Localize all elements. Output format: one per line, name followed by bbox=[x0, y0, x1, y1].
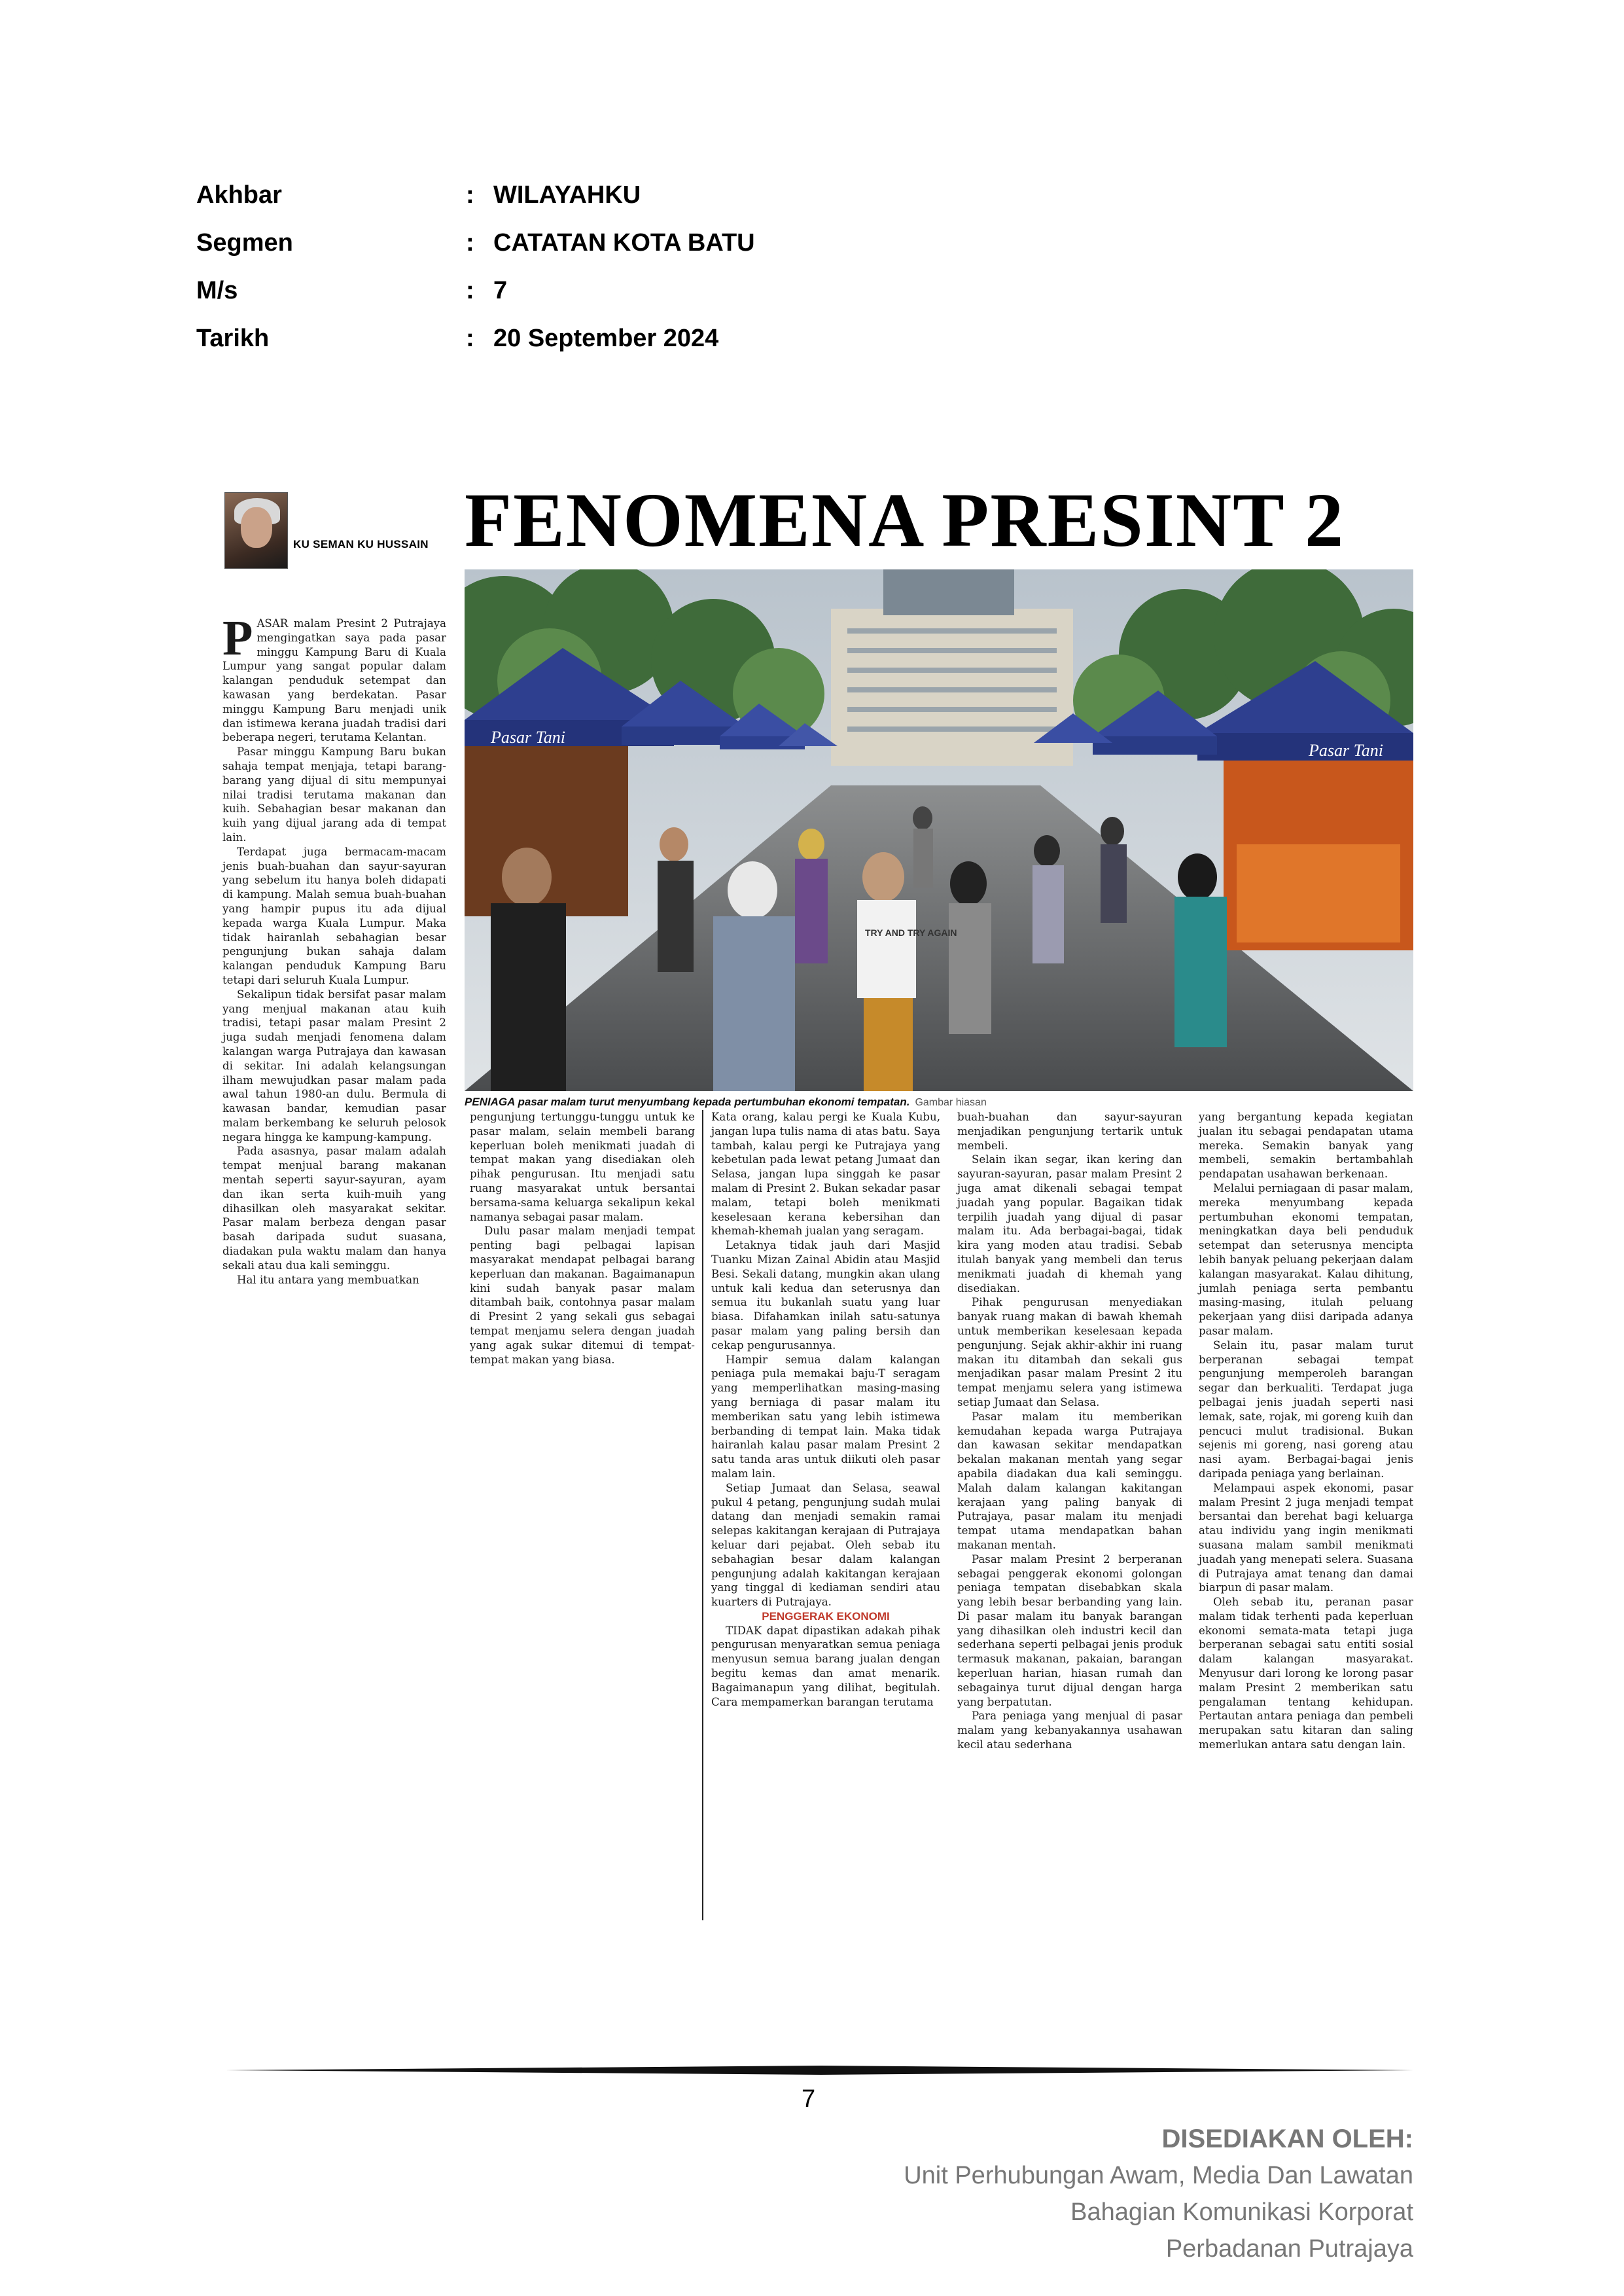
caption-credit: Gambar hiasan bbox=[915, 1097, 987, 1108]
prepared-by-organisation: Perbadanan Putrajaya bbox=[1165, 2235, 1413, 2263]
clipping-metadata bbox=[196, 171, 755, 363]
photo-caption bbox=[465, 1096, 987, 1109]
column-divider bbox=[702, 1110, 703, 1920]
paragraph: Para peniaga yang menjual di pasar malam yang kebanyakannya usahawan kecil atau sederhana bbox=[957, 1710, 1182, 1751]
author-face bbox=[241, 507, 272, 548]
lead-paragraph bbox=[222, 611, 446, 745]
paragraph: Terdapat juga bermacam-macam jenis buah-buahan dan sayur-sayuran yang sebelum itu hanya boleh didapati di kampung. Malah semua buah-buahan yang hampir pupus itu ada dijual kepada warga Kuala Lumpur. Maka tidak hairanlah sebahagian besar pengunjung bukan sahaja dalam kalangan penduduk Kampung Baru tetapi dari seluruh Kuala Lumpur. bbox=[222, 845, 446, 986]
meta-label: Segmen bbox=[196, 229, 293, 257]
paragraph: Hampir semua dalam kalangan peniaga pula memakai baju-T seragam yang memperlihatkan masing-masing yang berniaga di pasar malam itu memberikan satu yang lebih istimewa berbanding di tempat lain. Maka tidak hairanlah kalau pasar malam Presint 2 satu tanda aras untuk diikuti oleh pasar malam lain. bbox=[711, 1353, 940, 1480]
paragraph: Pasar minggu Kampung Baru bukan sahaja tempat menjaja, tetapi barang-barang yang dijual di situ mempunyai nilai tradisi terutama makanan dan kuih. Sebahagian besar makanan dan kuih yang dijual jarang ada di tempat lain. bbox=[222, 745, 446, 844]
meta-label: M/s bbox=[196, 277, 238, 304]
meta-value: CATATAN KOTA BATU bbox=[493, 229, 755, 257]
meta-row-ms bbox=[196, 267, 755, 315]
footer-rule bbox=[226, 2066, 1417, 2075]
paragraph: Selain ikan segar, ikan kering dan sayuran-sayuran, pasar malam Presint 2 juga amat dikenali sebagai tempat juadah yang popular. Bagaikan tidak terpilih juadah yang dijual di pasar malam itu. Ada berbagai-bagai, tidak kira yang moden atau tradisi. Sebab itulah banyak yang membeli dan terus menikmati juadah di khemah yang disediakan. bbox=[957, 1153, 1182, 1295]
meta-value: WILAYAHKU bbox=[493, 181, 641, 209]
prepared-by-division: Bahagian Komunikasi Korporat bbox=[1070, 2198, 1413, 2226]
meta-colon: : bbox=[466, 181, 474, 209]
paragraph: Pasar malam itu memberikan kemudahan kepada warga Putrajaya dan kawasan sekitar mendapatkan bekalan makanan mentah yang segar apabila diadakan dua kali seminggu. Malah dalam kalangan kakitangan kerajaan yang paling banyak di Putrajaya, pasar malam itu menjadi tempat utama mendapatkan bahan makanan mentah. bbox=[957, 1410, 1182, 1551]
paragraph: Oleh sebab itu, peranan pasar malam tidak terhenti pada keperluan ekonomi semata-mata tetapi juga berperanan sebagai satu entiti sosial dalam kalangan masyarakat. Menyusur dari lorong ke lorong pasar malam Presint 2 memberikan satu pengalaman tentang kehidupan. Pertautan antara peniaga dan pembeli merupakan satu kitaran dan saling memerlukan antara satu dengan lain. bbox=[1199, 1596, 1413, 1751]
article-column-5 bbox=[1199, 1110, 1413, 1752]
author-photo bbox=[224, 492, 288, 569]
paragraph: Melalui perniagaan di pasar malam, mereka menyumbang kepada pertumbuhan ekonomi tempatan, meningkatkan daya beli penduduk setempat dan seterusnya mencipta lebih banyak peluang pekerjaan dalam kalangan masyarakat. Kalau dihitung, jumlah peniaga serta pembantu masing-masing, itulah peluang pekerjaan yang diisi daripada adanya pasar malam. bbox=[1199, 1181, 1413, 1337]
paragraph: Selain itu, pasar malam turut berperanan sebagai tempat pengunjung memperoleh barangan segar dan berkualiti. Terdapat juga pelbagai jenis juadah seperti nasi lemak, sate, rojak, mi goreng kuih dan pencuci mulut tradisional. Bukan sejenis mi goreng, nasi goreng atau nasi ayam. Berbagai-bagai jenis daripada peniaga yang berlainan. bbox=[1199, 1338, 1413, 1480]
paragraph: buah-buahan dan sayur-sayuran menjadikan pengunjung tertarik untuk membeli. bbox=[957, 1111, 1182, 1152]
prepared-by bbox=[904, 2121, 1413, 2267]
meta-value: 7 bbox=[493, 277, 508, 304]
page-number: 7 bbox=[802, 2085, 816, 2113]
meta-row-tarikh bbox=[196, 315, 755, 363]
article-column-1 bbox=[222, 611, 446, 1287]
paragraph: Letaknya tidak jauh dari Masjid Tuanku Mizan Zainal Abidin atau Masjid Besi. Sekali datang, mungkin akan ulang untuk kali kedua dan seterusnya dan semua itu bukanlah suatu yang luar biasa. Difahamkan inilah satu-satunya pasar malam yang paling bersih dan cekap pengurusannya. bbox=[711, 1239, 940, 1352]
article-column-4 bbox=[957, 1110, 1182, 1752]
paragraph: Pasar malam Presint 2 berperanan sebagai penggerak ekonomi golongan peniaga tempatan disebabkan skala yang lebih besar berbanding yang lain. Di pasar malam itu banyak barangan yang dihasilkan oleh industri kecil dan sederhana seperti pelbagai jenis produk termasuk makanan, pakaian, barangan keperluan harian, hiasan rumah dan sebagainya turut dijual dengan harga yang berpatutan. bbox=[957, 1552, 1182, 1708]
lead-text: ASAR malam Presint 2 Putrajaya mengingatkan saya pada pasar minggu Kampung Baru di Kuala Lumpur yang sangat popular dalam kalangan penduduk setempat dan kawasan yang berdekatan. Pasar minggu Kampung Baru menjadi unik dan istimewa kerana juadah tradisi dari beberapa negeri, terutama Kelantan. bbox=[222, 617, 446, 744]
paragraph: Kata orang, kalau pergi ke Kuala Kubu, jangan lupa tulis nama di atas batu. Saya tambah, kalau pergi ke Putrajaya yang kebetulan pada lewat petang Jumaat dan Selasa, jangan lupa singgah ke pasar malam di Presint 2. Bukan sekadar pasar malam, tetapi boleh menikmati keselesaan kerana kebersihan dan khemah-khemah jualan yang seragam. bbox=[711, 1111, 940, 1238]
meta-label: Akhbar bbox=[196, 181, 282, 209]
article-column-3 bbox=[711, 1110, 940, 1709]
drop-cap: P bbox=[222, 611, 253, 666]
author-name: KU SEMAN KU HUSSAIN bbox=[293, 538, 429, 550]
meta-row-segmen bbox=[196, 219, 755, 267]
paragraph: TIDAK dapat dipastikan adakah pihak pengurusan menyaratkan semua peniaga menyusun semua barang jualan dengan begitu kemas dan amat menarik. Bagaimanapun yang dilihat, begitulah. Cara mempamerkan barangan terutama bbox=[711, 1624, 940, 1708]
paragraph: Sekalipun tidak bersifat pasar malam yang menjual makanan atau kuih tradisi, tetapi pasar malam Presint 2 juga sudah menjadi fenomena dalam kalangan warga Putrajaya dan kawasan di sekitar. Ini adalah kelangsungan ilham mewujudkan pasar malam pada awal tahun 1980-an dulu. Bermula di kawasan bandar, kemudian pasar malam berkembang ke seluruh pelosok negara hingga ke kampung-kampung. bbox=[222, 988, 446, 1143]
prepared-by-unit: Unit Perhubungan Awam, Media Dan Lawatan bbox=[904, 2162, 1413, 2189]
paragraph: Melampaui aspek ekonomi, pasar malam Presint 2 juga menjadi tempat bersantai dan berehat bagi keluarga atau individu yang ingin menikmati suasana malam sambil menikmati juadah yang menepati selera. Suasana di Putrajaya amat tenang dan damai biarpun di pasar malam. bbox=[1199, 1481, 1413, 1594]
paragraph: Dulu pasar malam menjadi tempat penting bagi pelbagai lapisan masyarakat mendapat pelbagai barang keperluan dan makanan. Bagaimanapun kini sudah banyak pasar malam ditambah baik, contohnya pasar malam di Presint 2 yang sekali gus sebagai tempat menjamu selera dengan juadah yang agak sukar ditemui di tempat-tempat makan yang biasa. bbox=[470, 1225, 695, 1366]
meta-label: Tarikh bbox=[196, 325, 270, 352]
night-market-illustration bbox=[465, 569, 1413, 1091]
headline: FENOMENA PRESINT 2 bbox=[465, 477, 1345, 563]
stall-sign-right: Pasar Tani bbox=[1309, 741, 1383, 760]
meta-colon: : bbox=[466, 277, 474, 304]
paragraph: Hal itu antara yang membuatkan bbox=[237, 1273, 419, 1286]
paragraph: yang bergantung kepada kegiatan jualan itu sebagai pendapatan utama mereka. Semakin banyak yang membeli, semakin bertambahlah pendapatan usahawan berkenaan. bbox=[1199, 1111, 1413, 1181]
article-column-2 bbox=[470, 1110, 695, 1367]
paragraph: Pada asasnya, pasar malam adalah tempat menjual barang makanan mentah seperti sayur-sayuran, ayam dan ikan serta kuih-muih yang dihasilkan oleh masyarakat sekitar. Pasar malam berbeza dengan pasar basah daripada sudut suasana, diadakan pula waktu malam dan hanya sekali atau dua kali seminggu. bbox=[222, 1145, 446, 1272]
meta-colon: : bbox=[466, 325, 474, 352]
meta-colon: : bbox=[466, 229, 474, 257]
meta-value: 20 September 2024 bbox=[493, 325, 719, 352]
paragraph: Setiap Jumaat dan Selasa, seawal pukul 4 petang, pengunjung sudah mulai datang dan menjadi semakin ramai selepas kakitangan kerajaan di Putrajaya keluar dari pejabat. Oleh sebab itu sebahagian besar dalam kalangan pengunjung adalah kakitangan kerajaan yang tinggal di kediaman sendiri atau kuarters di Putrajaya. bbox=[711, 1481, 940, 1609]
newspaper-clipping bbox=[222, 478, 1413, 1924]
caption-text: PENIAGA pasar malam turut menyumbang kepada pertumbuhan ekonomi tempatan. bbox=[465, 1096, 910, 1108]
tshirt-print: TRY AND TRY AGAIN bbox=[865, 927, 957, 938]
prepared-by-title: DISEDIAKAN OLEH: bbox=[1161, 2125, 1413, 2153]
market-photo bbox=[465, 569, 1413, 1091]
stall-sign-left: Pasar Tani bbox=[491, 728, 565, 747]
meta-row-akhbar bbox=[196, 171, 755, 219]
paragraph: pengunjung tertunggu-tunggu untuk ke pasar malam, selain membeli barang keperluan boleh menikmati juadah di tempat makan yang disediakan oleh pihak pengurusan. Itu menjadi satu ruang masyarakat untuk bersantai bersama-sama keluarga sekalipun kekal namanya sebagai pasar malam. bbox=[470, 1111, 695, 1223]
subheading: PENGGERAK EKONOMI bbox=[762, 1609, 890, 1623]
paragraph: Pihak pengurusan menyediakan banyak ruang makan di bawah khemah untuk memberikan keselesaan kepada pengunjung. Sejak akhir-akhir ini ruang makan itu ditambah dan sekali gus menjadikan pasar malam Presint 2 itu tempat menjamu selera yang istimewa setiap Jumaat dan Selasa. bbox=[957, 1296, 1182, 1408]
